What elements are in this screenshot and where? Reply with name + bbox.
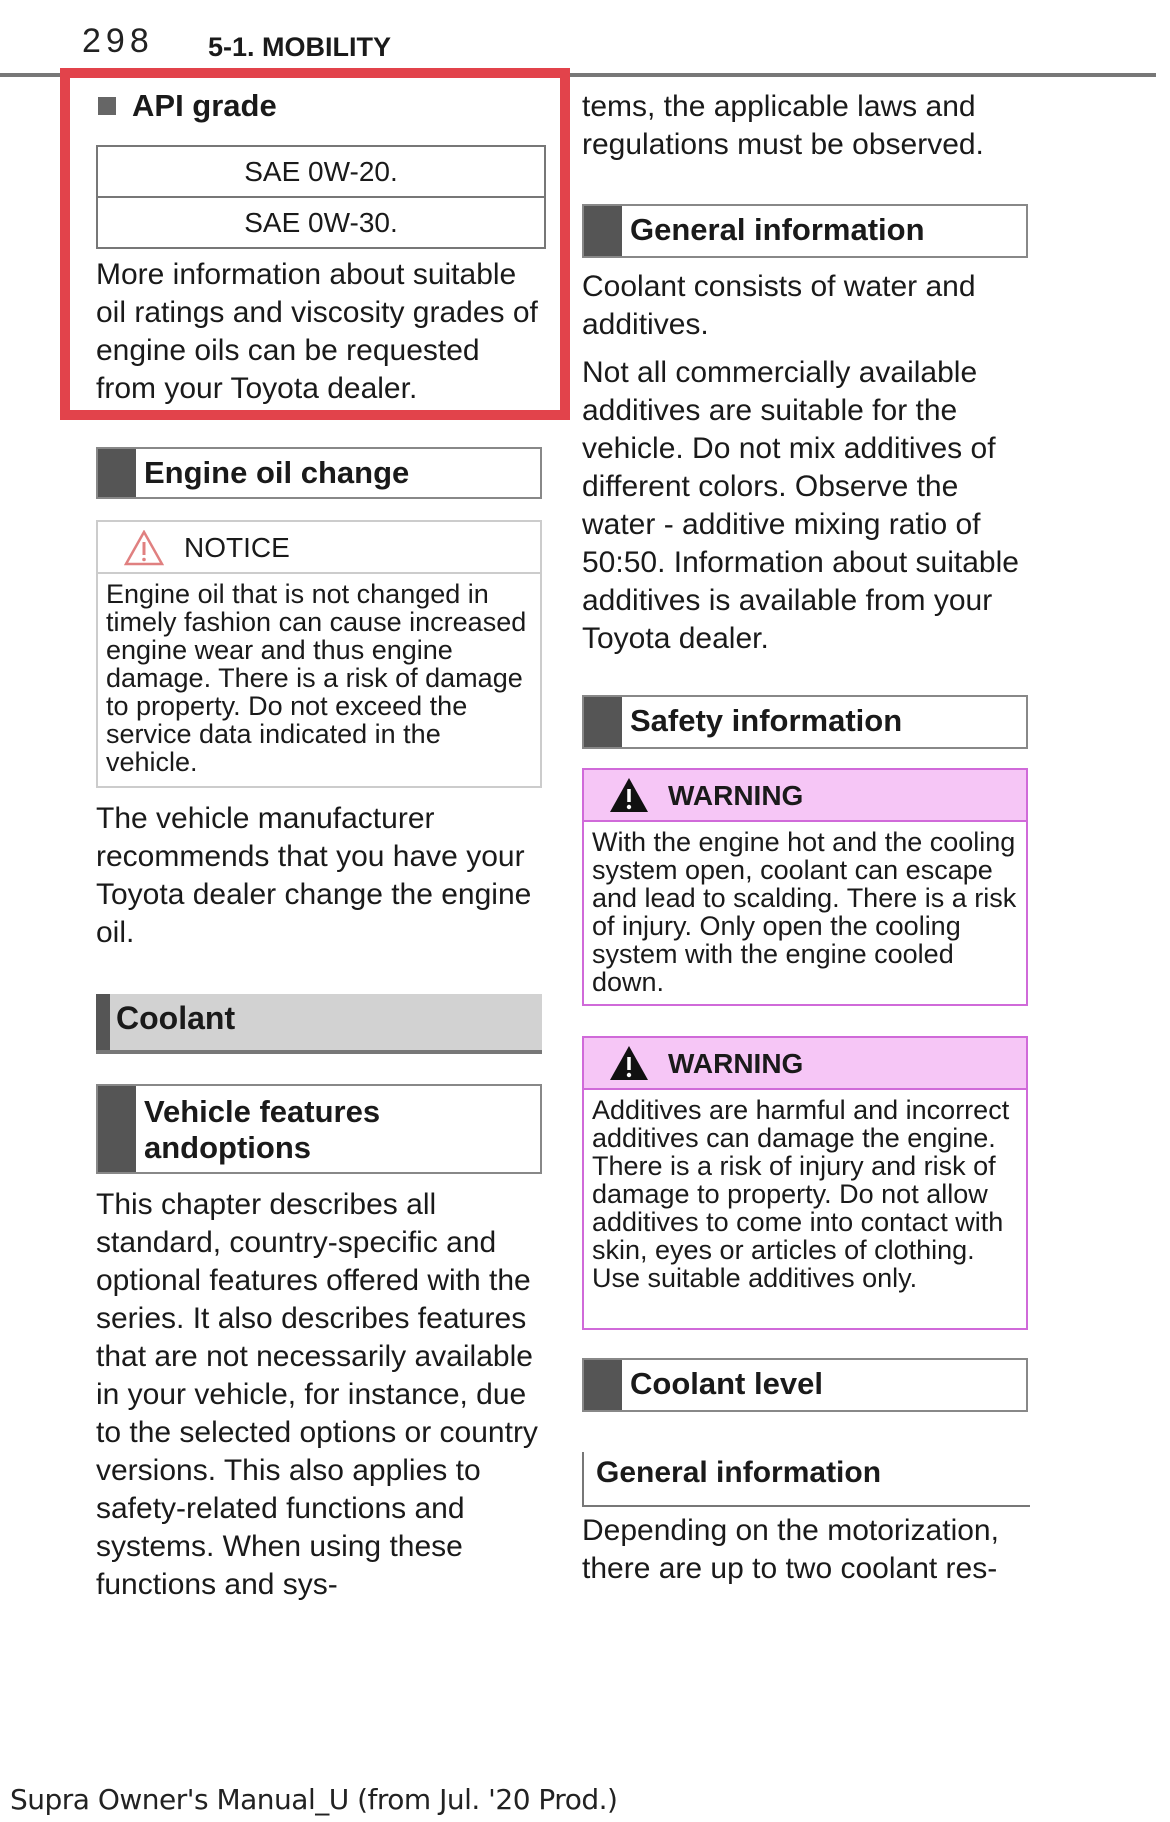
- warning-text: Additives are harmful and incorrect additives can damage the engine. There is a risk of injury and risk of damage to property. Do not allow additives to come into contact with skin, eyes or articles of clothing. Use suitable additives only.: [592, 1095, 1010, 1293]
- warning-box-1: [582, 768, 1028, 1006]
- api-grade-title: API grade: [132, 88, 277, 123]
- vehicle-features-text: This chapter describes all standard, country-specific and optional features offered with the series. It also describes features that are not necessarily available in your vehicle, for instance, due to the selected options or country versions. This also applies to safety-related functions and systems. When using these functions and sys-: [96, 1188, 538, 1601]
- general-info-text-2: Not all commercially available additives are suitable for the vehicle. Do not mix additives of different colors. Observe the water - additive mixing ratio of 50:50. Information about suitable additives is available from your Toyota dealer.: [582, 356, 1019, 655]
- warning-text: With the engine hot and the cooling system open, coolant can escape and lead to scalding. There is a risk of injury. Only open the cooling system with the engine cooled down.: [592, 827, 1017, 997]
- notice-text: Engine oil that is not changed in timely fashion can cause increased engine wear and thus engine damage. There is a risk of damage to property. Do not exceed the service data indicated in the vehicle.: [106, 579, 527, 777]
- warning-title: WARNING: [668, 1048, 804, 1079]
- footer-text: Supra Owner's Manual_U (from Jul. '20 Prod.): [10, 1783, 618, 1816]
- continuation-text: tems, the applicable laws and regulations must be observed.: [582, 90, 984, 161]
- notice-box: [96, 520, 542, 788]
- general-info-text-1: Coolant consists of water and additives.: [582, 270, 976, 341]
- grade-row: SAE 0W-20.: [98, 147, 544, 198]
- warning-box-2: [582, 1036, 1028, 1330]
- warning-title: WARNING: [668, 780, 804, 811]
- safety-information-heading: Safety information: [582, 695, 1028, 749]
- coolant-level-text: Depending on the motorization, there are up to two coolant res-: [582, 1514, 999, 1585]
- engine-oil-change-text: The vehicle manufacturer recommends that you have your Toyota dealer change the engine oil.: [96, 802, 532, 949]
- page-number: 298: [82, 22, 154, 60]
- warning-triangle-icon: [608, 776, 650, 814]
- caution-triangle-icon: [124, 530, 164, 566]
- highlight-frame: [60, 68, 570, 420]
- notice-title: NOTICE: [184, 532, 290, 563]
- api-grade-text: More information about suitable oil ratings and viscosity grades of engine oils can be requested from your Toyota dealer.: [96, 258, 538, 405]
- grade-row: SAE 0W-30.: [244, 207, 398, 238]
- coolant-level-heading: Coolant level: [582, 1358, 1028, 1412]
- general-information-heading: General information: [582, 204, 1028, 258]
- vehicle-features-heading: Vehicle features andoptions: [96, 1084, 542, 1174]
- section-title: 5-1. MOBILITY: [208, 32, 392, 62]
- coolant-heading: Coolant: [96, 994, 542, 1054]
- general-information-subheading: General information: [582, 1452, 1030, 1507]
- engine-oil-change-heading: Engine oil change: [96, 447, 542, 499]
- warning-triangle-icon: [608, 1044, 650, 1082]
